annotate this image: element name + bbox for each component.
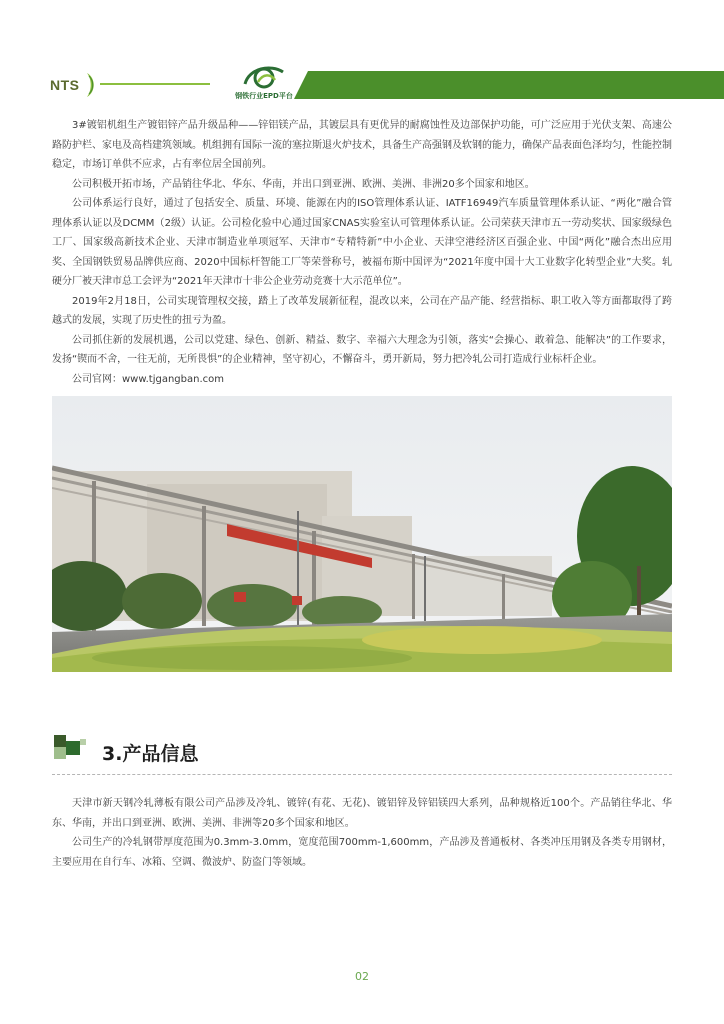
nts-logo-text: NTS bbox=[50, 77, 80, 93]
product-paragraph: 公司生产的冷轧钢带厚度范围为0.3mm-3.0mm，宽度范围700mm-1,600mm，产品涉及普通板材、各类冲压用钢及各类专用钢材，主要应用在自行车、冰箱、空调、微波炉、防盗门等领域。 bbox=[52, 837, 672, 868]
section-title: 3.产品信息 bbox=[102, 743, 199, 765]
section-decoration-square bbox=[54, 747, 66, 759]
product-paragraph: 天津市新天钢冷轧薄板有限公司产品涉及冷轧、镀锌(有花、无花)、镀铝锌及锌铝镁四大系列，品种规格近100个。产品销往华北、华东、华南，并出口到亚洲、欧洲、美洲、非洲等20多个国家和地区。 bbox=[52, 798, 672, 829]
section-header bbox=[52, 735, 672, 775]
epd-platform-logo bbox=[226, 64, 302, 101]
intro-paragraph: 3#镀铝机组生产镀铝锌产品升级品种——锌铝镁产品，其镀层具有更优异的耐腐蚀性及边部保护功能，可广泛应用于光伏支架、高速公路防护栏、家电及高档建筑领域。机组拥有国际一流的塞拉斯退火炉技术，具备生产高强钢及软钢的能力，确保产品表面色泽均匀，性能控制稳定，市场订单供不应求，占有率位居全国前列。 bbox=[52, 120, 672, 170]
intro-text-block bbox=[52, 116, 672, 389]
company-website: 公司官网：www.tjgangban.com bbox=[72, 373, 225, 385]
section-divider bbox=[52, 774, 672, 775]
section-decoration-square bbox=[54, 735, 66, 747]
intro-paragraph: 公司积极开拓市场，产品销往华北、华东、华南，并出口到亚洲、欧洲、美洲、非洲20多个国家和地区。 bbox=[72, 178, 535, 190]
section-decoration-square bbox=[66, 741, 80, 755]
section-decoration-square bbox=[80, 739, 86, 745]
header-green-band bbox=[308, 71, 724, 99]
factory-photo bbox=[52, 396, 672, 672]
intro-paragraph: 公司体系运行良好，通过了包括安全、质量、环境、能源在内的ISO管理体系认证、IATF16949汽车质量管理体系认证、“两化”融合管理体系认证以及DCMM（2级）认证。公司检化验中心通过国家CNAS实验室认可管理体系认证。公司荣获天津市五一劳动奖状、国家级绿色工厂、国家级高新技术企业、天津市制造业单项冠军、天津市“专精特新”中小企业、天津空港经济区百强企业、中国“两化”融合杰出应用奖、全国钢铁贸易品牌供应商、2020中国标杆智能工厂等荣誉称号，被福布斯中国评为“2021年度中国十大工业数字化转型企业”大奖。轧硬分厂被天津市总工会评为“2021年天津市十非公企业劳动竞赛十大示范单位”。 bbox=[52, 198, 672, 287]
product-info-text bbox=[52, 794, 672, 872]
epd-platform-logo-text: 钢铁行业EPD平台 bbox=[235, 92, 293, 100]
factory-illustration bbox=[52, 396, 672, 672]
intro-paragraph: 2019年2月18日，公司实现管理权交接，踏上了改革发展新征程，混改以来，公司在产品产能、经营指标、职工收入等方面都取得了跨越式的发展，实现了历史性的扭亏为盈。 bbox=[52, 295, 672, 326]
epd-emblem-icon bbox=[241, 64, 287, 90]
header-divider-line bbox=[100, 83, 210, 85]
leaf-icon bbox=[84, 72, 98, 98]
intro-paragraph: 公司抓住新的发展机遇，公司以党建、绿色、创新、精益、数字、幸福六大理念为引领，落实“会操心、敢着急、能解决”的工作要求，发扬“锲而不舍，一往无前，无所畏惧”的企业精神，坚守初心，不懈奋斗，勇开新局，努力把冷轧公司打造成行业标杆企业。 bbox=[52, 334, 672, 365]
page-number: 02 bbox=[355, 970, 369, 983]
page-header bbox=[0, 60, 724, 104]
nts-logo bbox=[50, 72, 98, 98]
